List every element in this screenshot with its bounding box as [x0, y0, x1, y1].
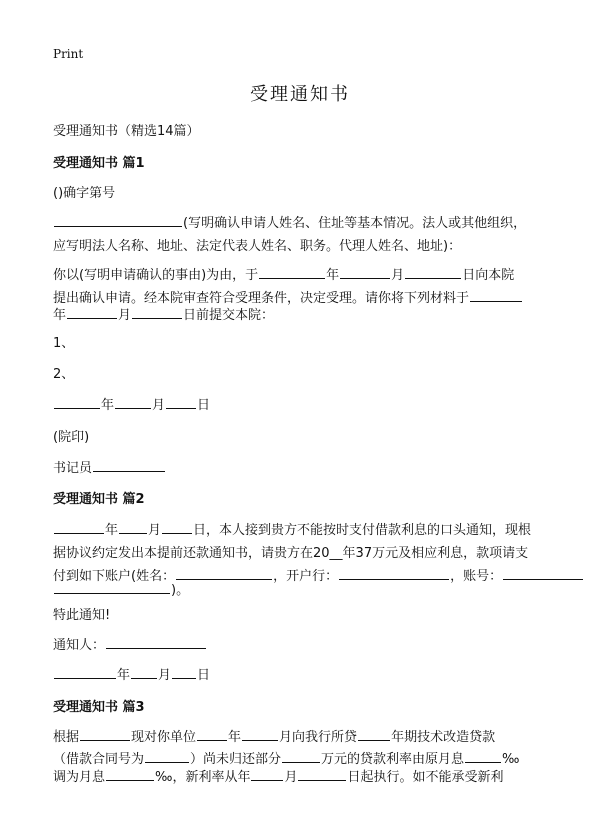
- notice-text: 特此通知!: [53, 608, 111, 623]
- p1-line-5: 提出确认申请。经本院审查符合受理条件，决定受理。请你将下列材料于: [53, 287, 523, 306]
- print-link[interactable]: Print: [53, 47, 84, 61]
- p1-line-4: 你以(写明申请确认的事由)为由，于 年 月 日向本院: [53, 264, 514, 283]
- date-line-2: 年 月 日: [53, 664, 210, 683]
- p2-line-2: 据协议约定发出本提前还款通知书，请贵方在20__年37万元及相应利息，款项请支: [53, 546, 529, 561]
- section-heading-1: 受理通知书 篇1: [53, 156, 145, 171]
- page-title: 受理通知书: [250, 84, 350, 105]
- list-item-1: 1、: [53, 336, 75, 351]
- court-seal: (院印): [53, 430, 90, 445]
- section-heading-2: 受理通知书 篇2: [53, 492, 145, 507]
- p2-line-3: 付到如下账户(姓名： ，开户行： ，账号：: [53, 565, 584, 584]
- p1-line-2: (写明确认申请人姓名、住址等基本情况。法人或其他组织，: [53, 212, 526, 231]
- p3-line-3: 调为月息 ‰，新利率从年 月 日起执行。如不能承受新利: [53, 766, 504, 785]
- section-heading-3: 受理通知书 篇3: [53, 700, 145, 715]
- p2-line-1: 年 月 日，本人接到贵方不能按时支付借款利息的口头通知，现根: [53, 519, 531, 538]
- p1-line-6: 年 月 日前提交本院：: [53, 304, 274, 323]
- p1-line-3: 应写明法人名称、地址、法定代表人姓名、职务。代理人姓名、地址)：: [53, 239, 462, 254]
- case-number: ()确字第号: [53, 186, 116, 201]
- list-item-2: 2、: [53, 367, 75, 382]
- clerk-line: 书记员: [53, 457, 166, 476]
- subtitle: 受理通知书（精选14篇）: [53, 124, 200, 139]
- date-line-1: 年 月 日: [53, 394, 210, 413]
- p3-line-1: 根据 现对你单位 年 月向我行所贷 年期技术改造贷款: [53, 726, 495, 745]
- p3-line-2: （借款合同号为 ）尚未归还部分 万元的贷款利率由原月息 ‰: [53, 748, 520, 767]
- p2-line-4: )。: [53, 579, 189, 598]
- notifier-line: 通知人：: [53, 634, 207, 653]
